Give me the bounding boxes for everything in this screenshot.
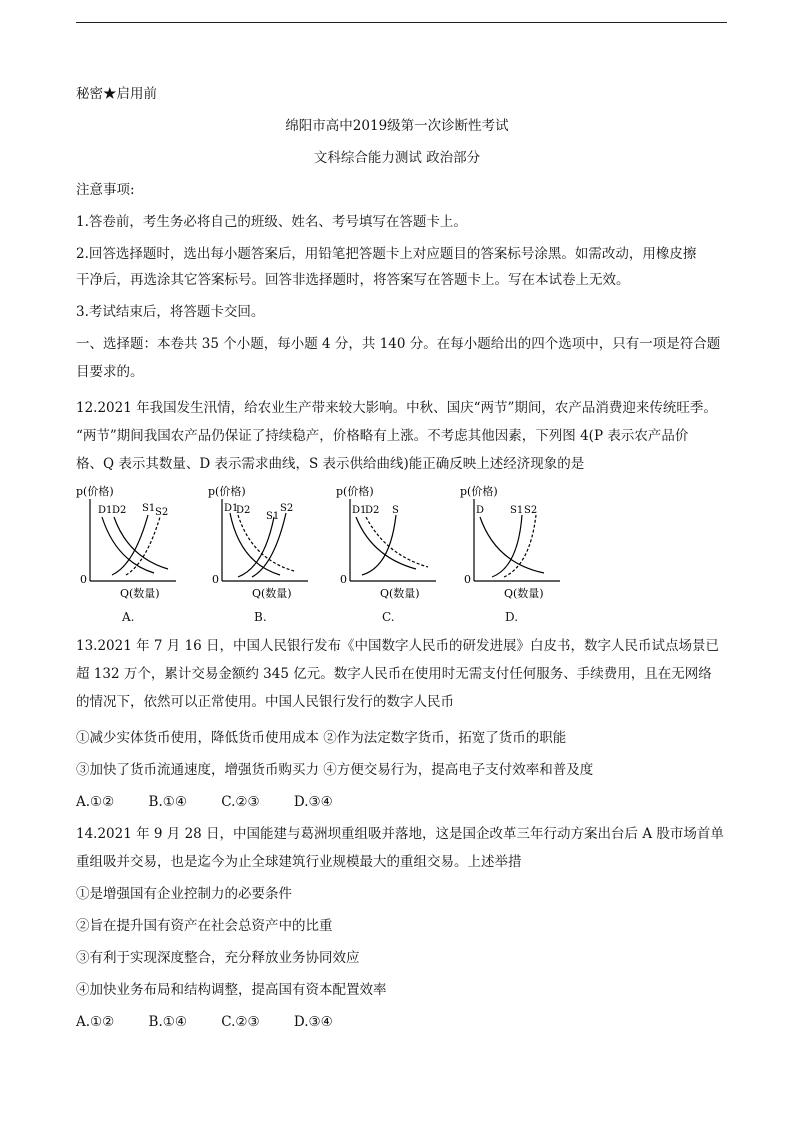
q14-statement: ②旨在提升国有资产在社会总资产中的比重 [76,918,333,934]
q14-choices [76,1012,333,1032]
secret-mark: 秘密★启用前 [76,86,157,102]
note-line: 3.考试结束后，将答题卡交回。 [76,304,265,320]
top-rule [76,22,727,23]
curve-label: S [392,505,399,516]
q12-text: 12.2021 年我国发生汛情，给农业生产带来较大影响。中秋、国庆“两节”期间，农产品消费迎来传统旺季。 [76,400,717,416]
curve-label: D [476,505,485,516]
curve-label: S1 [266,511,280,522]
demand-curve-d1 [102,517,154,573]
demand-curve-d2 [238,515,294,571]
supply-curve-s2 [504,515,536,577]
choice-b: B.①④ [148,1014,187,1030]
graph-c [336,483,446,603]
note-line: 干净后，再选涂其它答案标号。回答非选择题时，将答案写在答题卡上。写在本试卷上无效。 [76,272,630,288]
section-intro: 一、选择题：本卷共 35 个小题，每小题 4 分，共 140 分。在每小题给出的四个选项中，只有一项是符合题 [76,336,721,352]
graph-option-b: B. [254,610,267,624]
exam-title: 绵阳市高中2019级第一次诊断性考试 [285,118,509,134]
q14-text: 14.2021 年 9 月 28 日，中国能建与葛洲坝重组吸并落地，这是国企改革三年行动方案出台后 A 股市场首单 [76,826,724,842]
q12-text: “两节”期间我国农产品仍保证了持续稳产，价格略有上涨。不考虑其他因素，下列图 4(P 表示农产品价 [76,428,689,444]
exam-subtitle: 文科综合能力测试 政治部分 [313,150,481,166]
choice-a: A.①② [76,1014,115,1030]
x-axis-label: Q(数量) [504,587,544,600]
curve-label: S2 [155,507,169,518]
curve-label: S1 [510,505,524,516]
graph-d [460,483,570,603]
graph-option-a: A. [122,610,135,624]
curve-label: S1 [142,503,156,514]
curve-label: D1 [224,503,239,514]
note-line: 2.回答选择题时，选出每小题答案后，用铅笔把答题卡上对应题目的答案标号涂黑。如需改动，用橡皮擦 [76,246,697,262]
demand-curve-d2 [114,517,168,569]
y-axis-label: p(价格) [460,485,498,498]
origin-label: 0 [340,573,347,586]
origin-label: 0 [80,573,87,586]
q13-choices [76,792,333,812]
origin-label: 0 [464,573,471,586]
choice-d: D.③④ [293,794,333,810]
q14-statement: ③有利于实现深度整合，充分释放业务协同效应 [76,950,360,966]
choice-d: D.③④ [293,1014,333,1030]
choice-b: B.①④ [148,794,187,810]
q13-text: 的情况下，依然可以正常使用。中国人民银行发行的数字人民币 [76,694,454,710]
curve-label: D1 [98,505,113,516]
demand-curve-d2 [366,517,428,567]
supply-curve-s [362,515,396,575]
q14-text: 重组吸并交易，也是迄今为止全球建筑行业规模最大的重组交易。上述举措 [76,854,522,870]
q13-options-row: ③加快了货币流通速度，增强货币购买力 ④方便交易行为，提高电子支付效率和普及度 [76,762,594,778]
graph-option-c: C. [382,610,395,624]
y-axis-label: p(价格) [76,485,114,498]
curve-label: S2 [280,503,294,514]
choice-c: C.②③ [221,1014,260,1030]
y-axis-label: p(价格) [208,485,246,498]
curve-label: D1 [352,505,367,516]
curve-label: D2 [365,505,380,516]
note-line: 1.答卷前，考生务必将自己的班级、姓名、考号填写在答题卡上。 [76,214,467,230]
origin-label: 0 [212,573,219,586]
x-axis-label: Q(数量) [380,587,420,600]
q12-text: 格、Q 表示其数量、D 表示需求曲线，S 表示供给曲线)能正确反映上述经济现象的是 [76,456,585,472]
graph-a [76,483,186,603]
choice-c: C.②③ [221,794,260,810]
notes-heading: 注意事项: [76,182,135,198]
supply-curve-s2 [252,513,286,577]
curve-label: S2 [524,505,538,516]
q14-statement: ④加快业务布局和结构调整，提高国有资本配置效率 [76,982,387,998]
q13-text: 超 132 万个，累计交易金额约 345 亿元。数字人民币在使用时无需支付任何服务、手续费用，且在无网络 [76,666,712,682]
section-intro: 目要求的。 [76,364,144,380]
y-axis-label: p(价格) [336,485,374,498]
q13-options-row: ①减少实体货币使用，降低货币使用成本 ②作为法定数字货币，拓宽了货币的职能 [76,730,567,746]
x-axis-label: Q(数量) [120,587,160,600]
q14-statement: ①是增强国有企业控制力的必要条件 [76,886,292,902]
graph-b [208,483,318,603]
graph-option-d: D. [505,610,519,624]
curve-label: D2 [112,505,127,516]
curve-label: D2 [236,505,251,516]
q13-text: 13.2021 年 7 月 16 日，中国人民银行发布《中国数字人民币的研发进展》白皮书，数字人民币试点场景已 [76,638,720,654]
choice-a: A.①② [76,794,115,810]
x-axis-label: Q(数量) [252,587,292,600]
